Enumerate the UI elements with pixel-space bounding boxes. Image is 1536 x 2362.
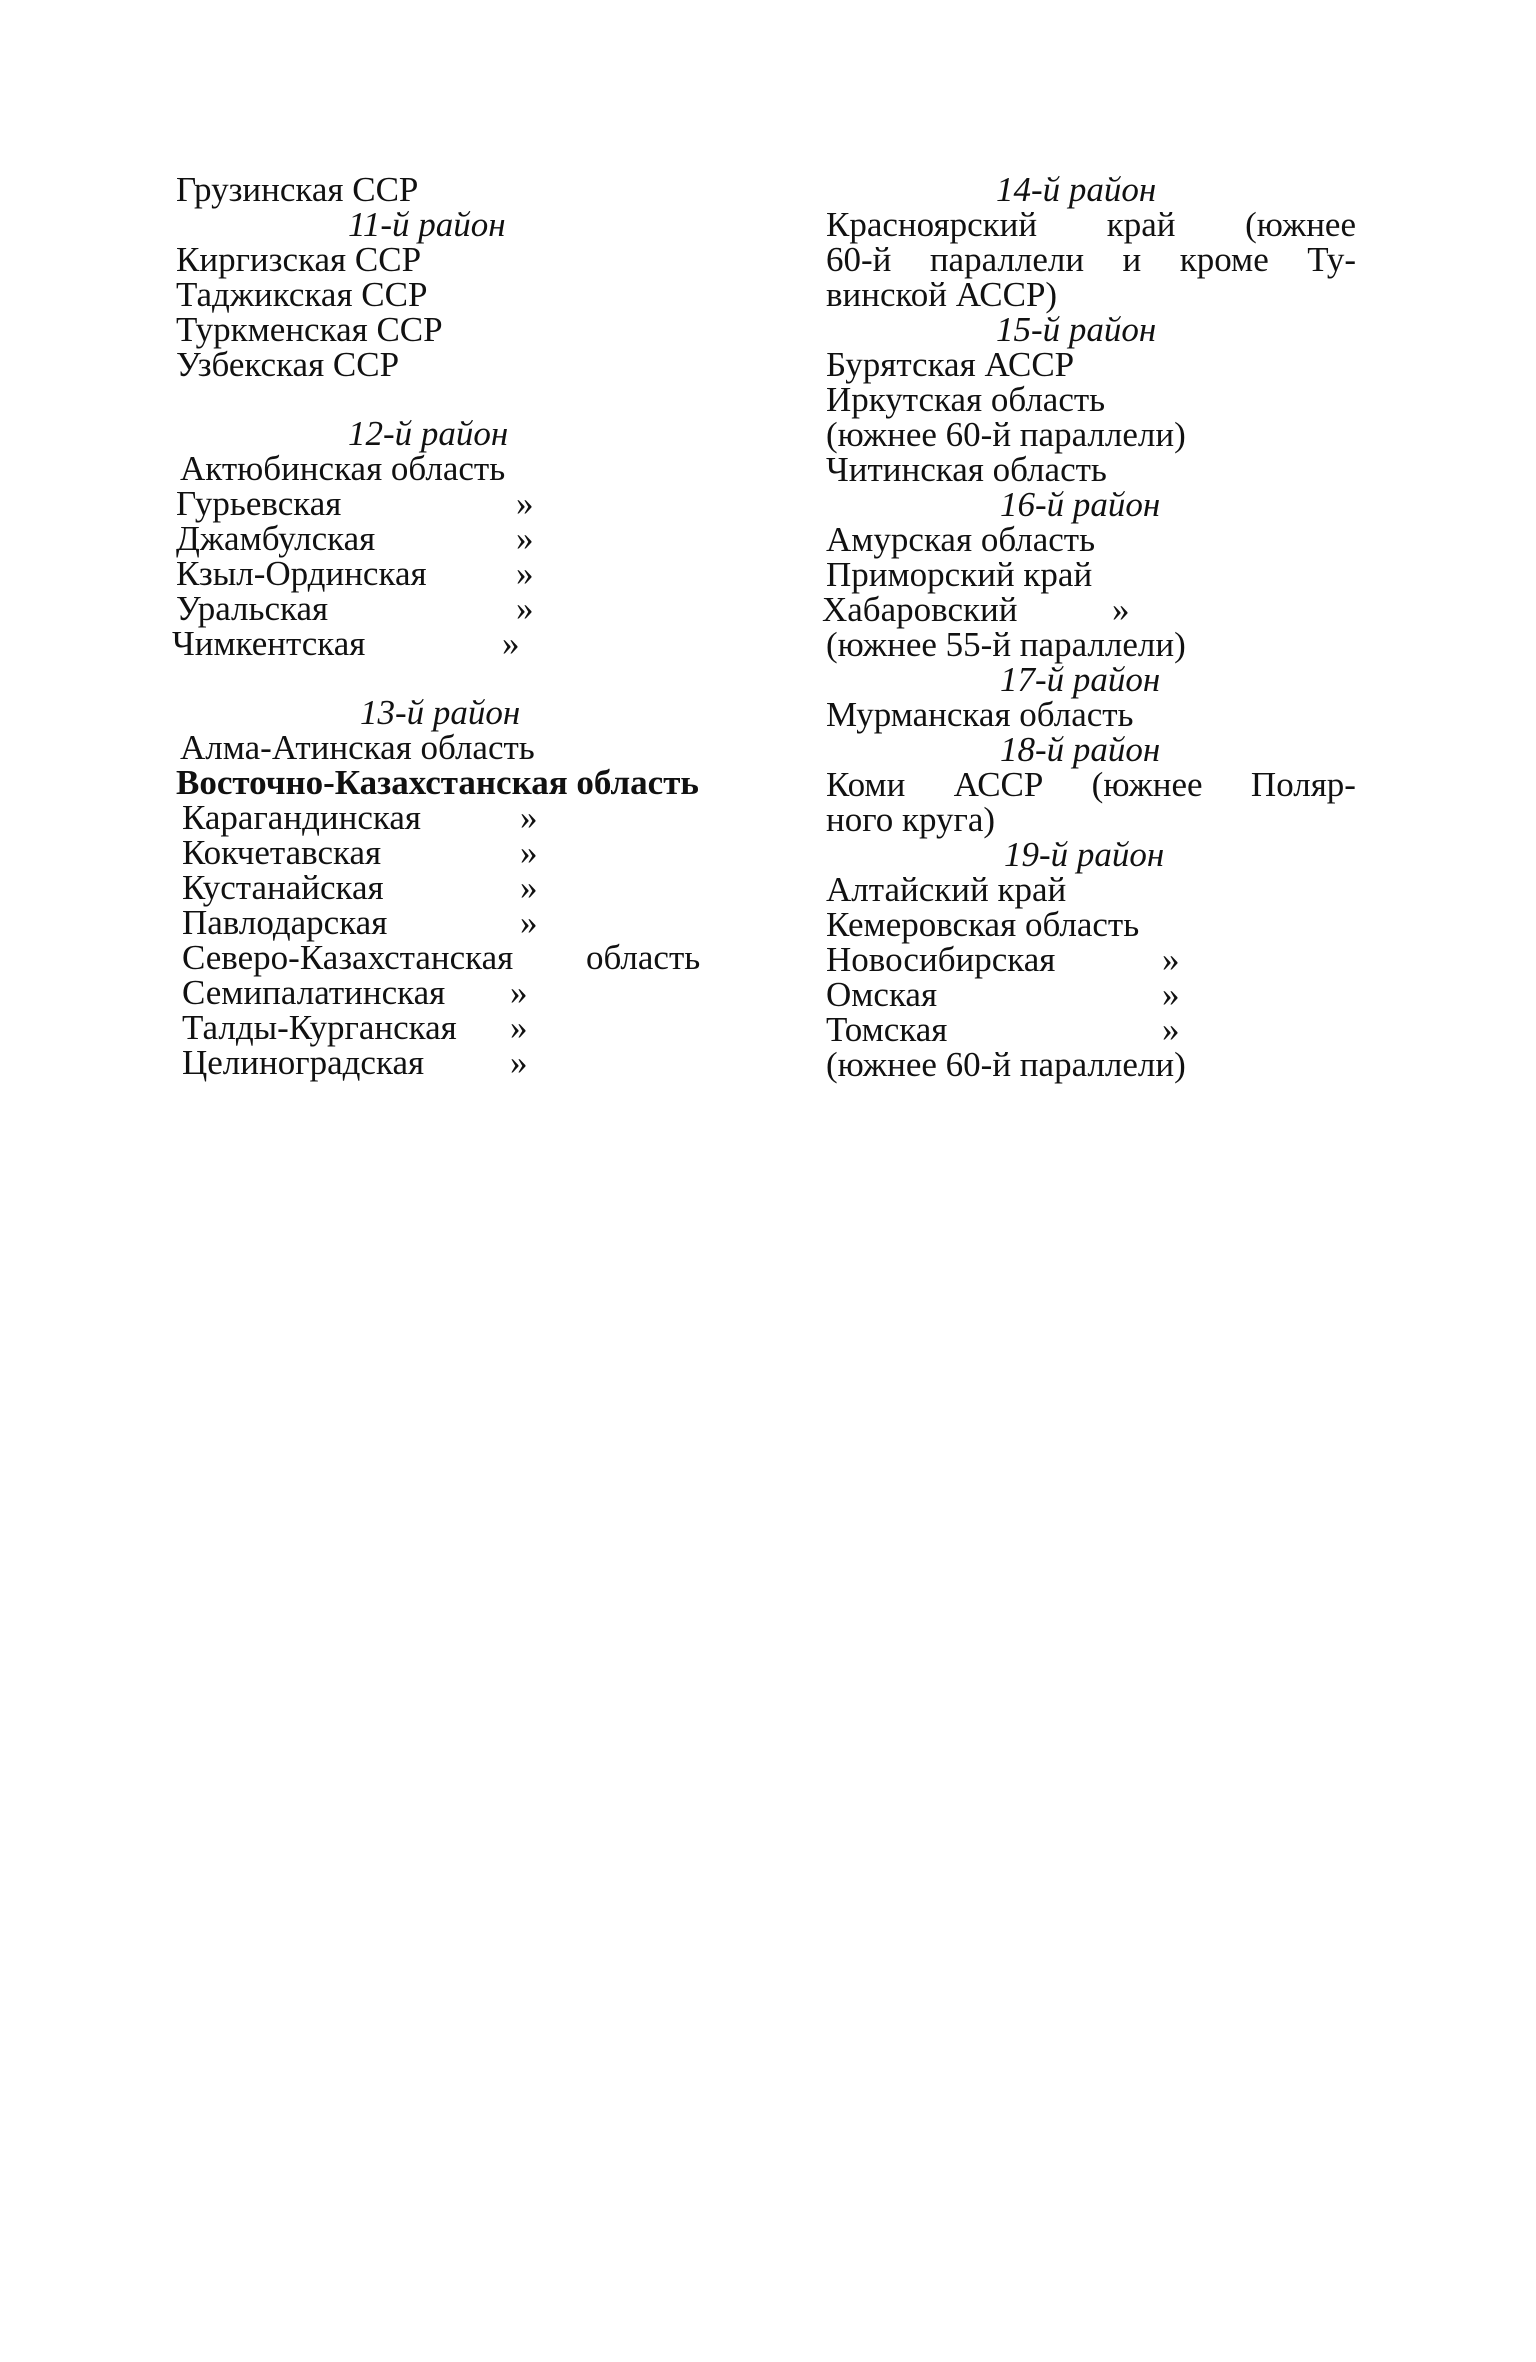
list-item: Алма-Атинская область: [180, 728, 535, 767]
text-line: [826, 242, 1356, 277]
district-17-heading: 17-й район: [1000, 660, 1161, 699]
ditto-mark: »: [510, 1008, 528, 1047]
list-item: Актюбинская область: [180, 449, 506, 488]
text-line: винской АССР): [826, 275, 1058, 314]
ditto-mark: »: [516, 554, 534, 593]
list-item: [176, 905, 736, 940]
right-column: [822, 170, 1356, 1084]
list-item: [176, 940, 736, 975]
ditto-mark: »: [516, 484, 534, 523]
list-item: (южнее 55-й параллели): [826, 625, 1186, 664]
list-item: (южнее 60-й параллели): [826, 415, 1186, 454]
region-name: Кокчетавская: [182, 833, 382, 872]
list-item: [176, 800, 736, 835]
ditto-mark: »: [1162, 1010, 1180, 1049]
list-item: (южнее 60-й параллели): [826, 1045, 1186, 1084]
ditto-mark: »: [1162, 940, 1180, 979]
text-line: ного круга): [826, 800, 996, 839]
word: 60-й: [826, 240, 892, 279]
ditto-mark: »: [510, 973, 528, 1012]
ditto-mark: »: [520, 903, 538, 942]
list-item: Алтайский край: [826, 870, 1067, 909]
district-11-heading: 11-й район: [348, 205, 506, 244]
list-item: Иркутская область: [826, 380, 1106, 419]
ditto-mark: »: [520, 868, 538, 907]
list-item: [172, 626, 736, 661]
district-14-heading: 14-й район: [996, 170, 1157, 209]
list-item: [176, 556, 736, 591]
region-name: Талды-Курганская: [182, 1008, 457, 1047]
word: Красноярский: [826, 205, 1038, 244]
district-13-heading: 13-й район: [360, 693, 521, 732]
word: Ту-: [1307, 240, 1356, 279]
word: Коми: [826, 765, 906, 804]
word: (южнее: [1245, 205, 1356, 244]
region-name: Томская: [826, 1010, 948, 1049]
list-item: Таджикская ССР: [176, 275, 428, 314]
list-item: [176, 835, 736, 870]
list-item: Туркменская ССР: [176, 310, 443, 349]
list-item: Мурманская область: [826, 695, 1134, 734]
region-name: Новосибирская: [826, 940, 1056, 979]
spacer: [176, 661, 736, 695]
region-name: Омская: [826, 975, 938, 1014]
text-line: [826, 767, 1356, 802]
list-item: [176, 486, 736, 521]
ditto-mark: »: [510, 1043, 528, 1082]
region-name: Семипалатинская: [182, 973, 446, 1012]
district-16-heading: 16-й район: [1000, 485, 1161, 524]
list-item: [176, 591, 736, 626]
word: (южнее: [1091, 765, 1203, 804]
georgia-line: Грузинская ССР: [176, 170, 419, 209]
word: параллели: [929, 240, 1085, 279]
ditto-mark: »: [502, 624, 520, 663]
text-line: [826, 207, 1356, 242]
list-item: Узбекская ССР: [176, 345, 400, 384]
ditto-mark: »: [520, 798, 538, 837]
list-item: [822, 592, 1356, 627]
region-name: Хабаровский: [822, 590, 1018, 629]
ditto-mark: »: [516, 519, 534, 558]
list-item: Амурская область: [826, 520, 1096, 559]
list-item: Читинская область: [826, 450, 1107, 489]
list-item: [176, 521, 736, 556]
list-item: [176, 870, 736, 905]
word: кроме: [1179, 240, 1269, 279]
list-item: [176, 975, 736, 1010]
list-item: [826, 1012, 1356, 1047]
spacer: [176, 382, 736, 416]
list-item: Приморский край: [826, 555, 1093, 594]
region-name: Чимкентская: [172, 624, 366, 663]
list-item: [826, 942, 1356, 977]
ditto-mark: »: [1112, 590, 1130, 629]
list-item: Бурятская АССР: [826, 345, 1075, 384]
word: край: [1106, 205, 1176, 244]
list-item: Киргизская ССР: [176, 240, 422, 279]
word: и: [1122, 240, 1142, 279]
left-column: [172, 170, 736, 1082]
district-12-heading: 12-й район: [348, 414, 509, 453]
ditto-mark: »: [1162, 975, 1180, 1014]
ditto-mark: »: [516, 589, 534, 628]
ditto-mark: »: [520, 833, 538, 872]
list-item: [176, 1045, 736, 1080]
region-type: область: [586, 938, 701, 977]
word: АССР: [953, 765, 1044, 804]
list-item: [826, 977, 1356, 1012]
word: Поляр-: [1250, 765, 1356, 804]
region-name: Кустанайская: [182, 868, 384, 907]
district-15-heading: 15-й район: [996, 310, 1157, 349]
region-name: Кзыл-Ординская: [176, 554, 427, 593]
region-name: Целиноградская: [182, 1043, 425, 1082]
list-item: Кемеровская область: [826, 905, 1140, 944]
district-19-heading: 19-й район: [1004, 835, 1165, 874]
district-18-heading: 18-й район: [1000, 730, 1161, 769]
region-name: Павлодарская: [182, 903, 388, 942]
list-item-bold: Восточно-Казахстанская область: [176, 763, 699, 802]
region-name: Уральская: [176, 589, 329, 628]
region-name: Джамбулская: [176, 519, 376, 558]
region-name: Северо-Казахстанская: [182, 938, 514, 977]
region-name: Карагандинская: [182, 798, 421, 837]
region-name: Гурьевская: [176, 484, 342, 523]
list-item: [176, 1010, 736, 1045]
